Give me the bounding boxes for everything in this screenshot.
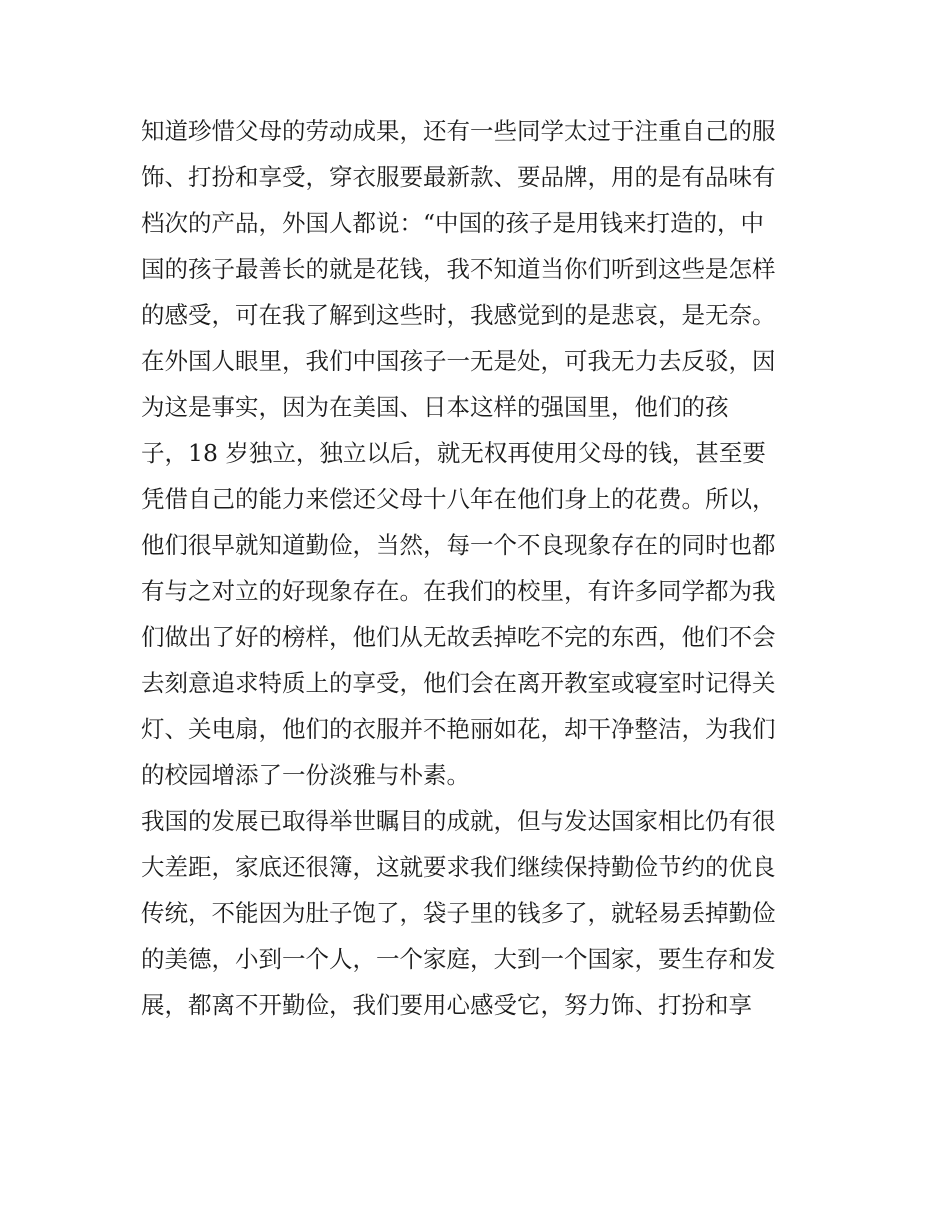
text-line: 去刻意追求特质上的享受，他们会在离开教室或寝室时记得关 bbox=[141, 669, 776, 697]
body-text bbox=[141, 108, 821, 1028]
text-line: 传统，不能因为肚子饱了，袋子里的钱多了，就轻易丢掉勤俭 bbox=[141, 899, 776, 927]
text-line: 为这是事实，因为在美国、日本这样的强国里，他们的孩 bbox=[141, 393, 729, 421]
text-line: 展，都离不开勤俭，我们要用心感受它，努力饰、打扮和享 bbox=[141, 991, 752, 1019]
text-line: 档次的产品，外国人都说：“中国的孩子是用钱来打造的，中 bbox=[141, 209, 765, 237]
text-line: 灯、关电扇，他们的衣服并不艳丽如花，却干净整洁，为我们 bbox=[141, 715, 776, 743]
text-line: 的感受，可在我了解到这些时，我感觉到的是悲哀，是无奈。 bbox=[141, 301, 776, 329]
text-line: 我国的发展已取得举世瞩目的成就，但与发达国家相比仍有很 bbox=[141, 807, 776, 835]
text-line: 国的孩子最善长的就是花钱，我不知道当你们听到这些是怎样 bbox=[141, 255, 776, 283]
text-line: 子，18 岁独立，独立以后，就无权再使用父母的钱，甚至要 bbox=[141, 439, 766, 467]
text-line: 饰、打扮和享受，穿衣服要最新款、要品牌，用的是有品味有 bbox=[141, 163, 776, 191]
text-line: 们做出了好的榜样，他们从无故丢掉吃不完的东西，他们不会 bbox=[141, 623, 776, 651]
text-line: 在外国人眼里，我们中国孩子一无是处，可我无力去反驳，因 bbox=[141, 347, 776, 375]
text-line: 有与之对立的好现象存在。在我们的校里，有许多同学都为我 bbox=[141, 577, 776, 605]
text-line: 他们很早就知道勤俭，当然，每一个不良现象存在的同时也都 bbox=[141, 531, 776, 559]
text-line: 凭借自己的能力来偿还父母十八年在他们身上的花费。所以， bbox=[141, 485, 776, 513]
text-line: 知道珍惜父母的劳动成果，还有一些同学太过于注重自己的服 bbox=[141, 117, 776, 145]
text-line: 大差距，家底还很簿，这就要求我们继续保持勤俭节约的优良 bbox=[141, 853, 776, 881]
text-line: 的美德，小到一个人，一个家庭，大到一个国家，要生存和发 bbox=[141, 945, 776, 973]
text-line: 的校园增添了一份淡雅与朴素。 bbox=[141, 761, 470, 789]
